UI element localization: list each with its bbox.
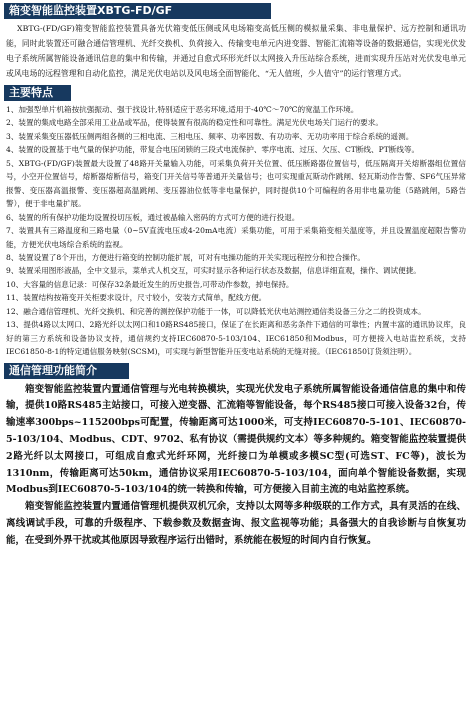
feature-item: 4、装置的设置基于电气量的保护功能，带复合电压闭锁的三段式电流保护、零序电流、过压、欠压、CT断线、PT断线等。 bbox=[6, 145, 420, 155]
feature-item: 8、装置设置了8个开出，方便进行箱变的控制功能扩展，可对有电操功能的开关实现远程控分和控合操作。 bbox=[6, 252, 365, 262]
product-title: 箱变智能监控装置XBTG-FD/GF bbox=[9, 4, 173, 17]
feature-item: 1、加强型单片机箱按抗强振动、强于找设计,特别适应于恶劣环境,适用于-40℃～70℃的宽温工作环境。 bbox=[6, 105, 359, 114]
feature-item: 13、提供4路以太网口、2路光纤以太网口和10路RS485接口，保证了在长距离和恶劣条件下通信的可靠性；内置丰富的通讯协议库，良好的第三方系统和设备协议支持，通信规约支持IEC60870-5-103/104、IEC61850和Modbus，可方便接入电站监控系统，支持IEC61850-8-1的特定通信服务映射(SCSM)，可实现与新型智能升压变电站系统的无缝对接。（IEC61850订货须注明）。 bbox=[6, 320, 466, 357]
comm-heading: 通信管理功能简介 bbox=[9, 363, 97, 377]
comm-heading-bar bbox=[4, 363, 129, 379]
features-list bbox=[4, 101, 468, 359]
comm-paragraph: 箱变智能监控装置内置通信管理与光电转换模块，实现光伏发电子系统所属智能设备通信信息的集中和传输，提供10路RS485主站接口，可接入逆变器、汇流箱等智能设备，每个RS485接口可接入设备32台，传输速率300bps~115200bps可配置，传输距离可达1000米，可支持IEC60870-5-101、IEC60870-5-103/104、Modbus、CDT、9702、私有协议（需提供规约文本）等多种规约。箱变智能监控装置提供2路光纤以太网接口，可组成自愈式光纤环网，光纤接口为单模或多模SC型(可选ST、FC等)，波长为1310nm，传输距离可达50km，通信协议采用IEC60870-5-103/104，面向单个智能设备数据，实现Modbus到IEC60870-5-103/104的统一转换和传输，可方便接入目前主流的电站监控系统。 bbox=[6, 383, 466, 496]
feature-item: 12、融合通信管理机、光纤交换机、和完善的测控保护功能于一体，可以降低光伏电站测控通信类设备三分之二的投资成本。 bbox=[6, 306, 426, 316]
feature-item: 2、装置的集成电路全部采用工业品或军品，使得装置有很高的稳定性和可靠性。满足光伏电场关门运行的要求。 bbox=[6, 118, 383, 128]
comm-paragraph: 箱变智能监控装置内置通信管理机提供双机冗余，支持以太网等多种级联的工作方式，具有灵活的在线、离线调试手段，可靠的升级程序、下载参数及数据查询、报文监视等功能；具备强大的自我诊断与自恢复功能，在受到外界干扰或其他原因导致程序运行出错时，系统能在极短的时间内自行恢复。 bbox=[6, 501, 466, 546]
product-title-bar bbox=[4, 3, 271, 19]
features-heading-bar bbox=[4, 85, 71, 101]
feature-item: 7、装置具有三路温度和三路电量（0~5V直流电压或4-20mA电流）采集功能，可用于采集箱变相关温度等，并且设置温度超限告警功能，方便光伏电场综合系统的监视。 bbox=[6, 226, 466, 249]
comm-section bbox=[4, 379, 468, 550]
intro-paragraph bbox=[4, 19, 468, 81]
features-heading: 主要特点 bbox=[9, 86, 53, 99]
feature-item: 9、装置采用图形液晶，全中文显示，菜单式人机交互，可实时显示各种运行状态及数据，信息详细直观，操作、调试便捷。 bbox=[6, 266, 421, 276]
intro-text: XBTG-(FD/GF)箱变智能监控装置具备光伏箱变低压侧或风电场箱变高低压侧的模拟量采集、非电量保护、远方控制和通讯功能，同时此装置还可融合通信管理机、光纤交换机、负荷接入、传输变电单元内进变器、智能汇流箱等设备的数据通信，实现光伏发电子系统所属智能设备通讯信息的集中和传输，并通过自愈式环形光纤以太网接入升压站综合系统，进而实现升压站对光伏发电单元或风电场的远程管理和自动化监控，满足光伏电站以及风电场全面智能化、“无人值班，少人值守”的运行管理方式。 bbox=[6, 24, 466, 78]
feature-item: 3、装置采集变压器低压侧两组各侧的三相电流、三相电压、频率、功率因数、有功功率、无功功率用于综合系统的遥测。 bbox=[6, 131, 414, 141]
feature-item: 6、装置的所有保护功能均设置投切压板，通过被晶输入密码的方式可方便的进行投退。 bbox=[6, 212, 300, 222]
feature-item: 10、大容量的信息记录：可保存32条最近发生的历史报告,可带动作参数，掉电保持。 bbox=[6, 279, 294, 289]
feature-item: 5、XBTG-(FD/GF)装置最大设置了48路开关量输入功能，可采集负荷开关位置、低压断路器位置信号，低压隔离开关熔断器组位置信号，小空开位置信号，熔断器熔断信号，箱变门开关信号等普通开关量信号；也可实现重瓦斯动作跳闸、轻瓦斯动作告警、SF6气压异常报警、变压器高温报警、变压器超高温跳闸、变压器油位低等非电量保护，同时提供10个可编程的各用非电量功能（5路跳闸，5路告警），便于非电量扩展。 bbox=[6, 158, 466, 209]
feature-item: 11、装置结构按箱变开关柜要求设计，尺寸较小，安装方式简单，配线方便。 bbox=[6, 293, 267, 303]
